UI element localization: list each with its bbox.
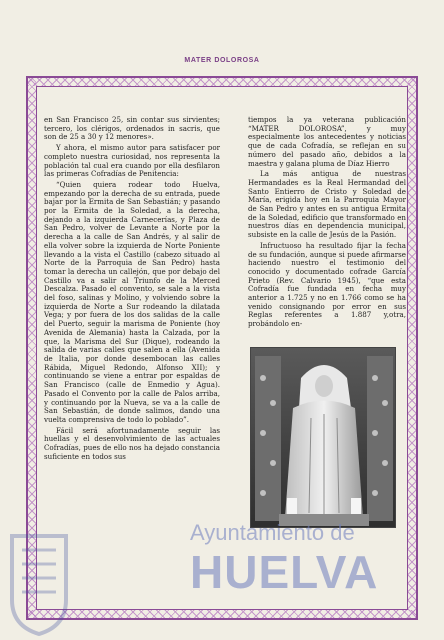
left-paragraph: “Quien quiera rodear todo Huelva, empezando por la derecha de su entrada, puede bajar por la Ermita de San Sebastián; y pasando por la Ermita de la Soledad, a la derecha, dejando a la izquierda Carnecerías, y Plaza de San Pedro, volver de Levante a Norte por la derecha a la calle de San Andrés, y al salir de ella volver sobre la izquierda de Norte Poniente llevando a la vista el Castillo (cabezo situado al Norte de la Parroquia de San Pedro) hasta tomar la derecha un callejón, que por debajo del Castillo va a salir al Triunfo de la Merced Descalza. Pasado el convento, se sale a la vista del foso, salinas y Molino, y volviendo sobre la izquierda de Norte a Sur rodeando la dilatada Vega; y por fuera de los dos salidas de la calle del Puerto, seguir la marisma de Poniente (hoy Avenida de Alemania) hasta la Calzada, por la que, la Marisma del Sur (Dique), rodeando la salida de varias calles que salen a ella (Avenida de Italia, por donde desembocan las calles Rábida, Miguel Redondo, Alfonso XII); y continuando se viene a entrar por espaldas de San Francisco (calle de Enmedio y Agua). Pasado el Convento por la calle de Palos arriba, y continuando por la Nueva, se va a la calle de San Sebastián, de donde salimos, dando una vuelta comprensiva de todo lo poblado”. xyxy=(44,179,220,424)
right-text-column xyxy=(248,116,406,344)
watermark-line-1: Ayuntamiento de xyxy=(190,520,355,545)
frame-pattern-bottom xyxy=(28,610,416,618)
left-paragraph: Y ahora, el mismo autor para satisfacer por completo nuestra curiosidad, nos representa la población tal cual era cuando por ella desfilaron las primeras Cofradías de Penitencia: xyxy=(44,143,220,179)
right-paragraph: tiempos la ya veterana publicación “MATER DOLOROSA”, y muy especialmente los antecedentes y noticias que de cada Cofradía, se reflejan en su número del pasado año, debidos a la maestra y galana pluma de Díaz Hierro xyxy=(248,115,406,168)
watermark-line-2: HUELVA xyxy=(190,546,379,598)
statue-photograph xyxy=(250,347,396,528)
frame-pattern-top xyxy=(28,78,416,86)
page-header: MATER DOLOROSA xyxy=(184,57,260,64)
left-paragraph: en San Francisco 25, sin contar sus sirvientes; tercero, los clérigos, ordenados in sacris, que son de 25 a 30 y 12 menores». xyxy=(44,115,220,142)
right-paragraph: Infructuoso ha resultado fijar la fecha de su fundación, aunque si puede afirmarse haciendo nuestro el testimonio del conocido y documentado cofrade García Prieto (Rev. Calvario 1945), “que esta Cofradía fue fundada en fecha muy anterior a 1.725 y no en 1.766 como se ha venido consignando por error en sus Reglas referentes a 1.887 y,otra, probándolo en- xyxy=(248,240,406,329)
left-paragraph: Fácil será afortunadamente seguir las huellas y el desenvolvimiento de las actuales Cofradías, pues de ello nos ha dejado constancia suficiente en todos sus xyxy=(44,425,220,461)
right-paragraph: La más antigua de nuestras Hermandades es la Real Hermandad del Santo Entierro de Cristo y Soledad de María, erigida hoy en la Parroquia Mayor de San Pedro y antes en su antigua Ermita de la Soledad, edificio que transformado en nuestros días en dependencia municipal, subsiste en la calle de Jesús de la Pasión. xyxy=(248,169,406,240)
statue-photo-illustration xyxy=(251,348,396,528)
left-text-column xyxy=(44,116,220,536)
frame-pattern-right xyxy=(408,78,416,618)
city-seal-watermark xyxy=(4,530,74,638)
